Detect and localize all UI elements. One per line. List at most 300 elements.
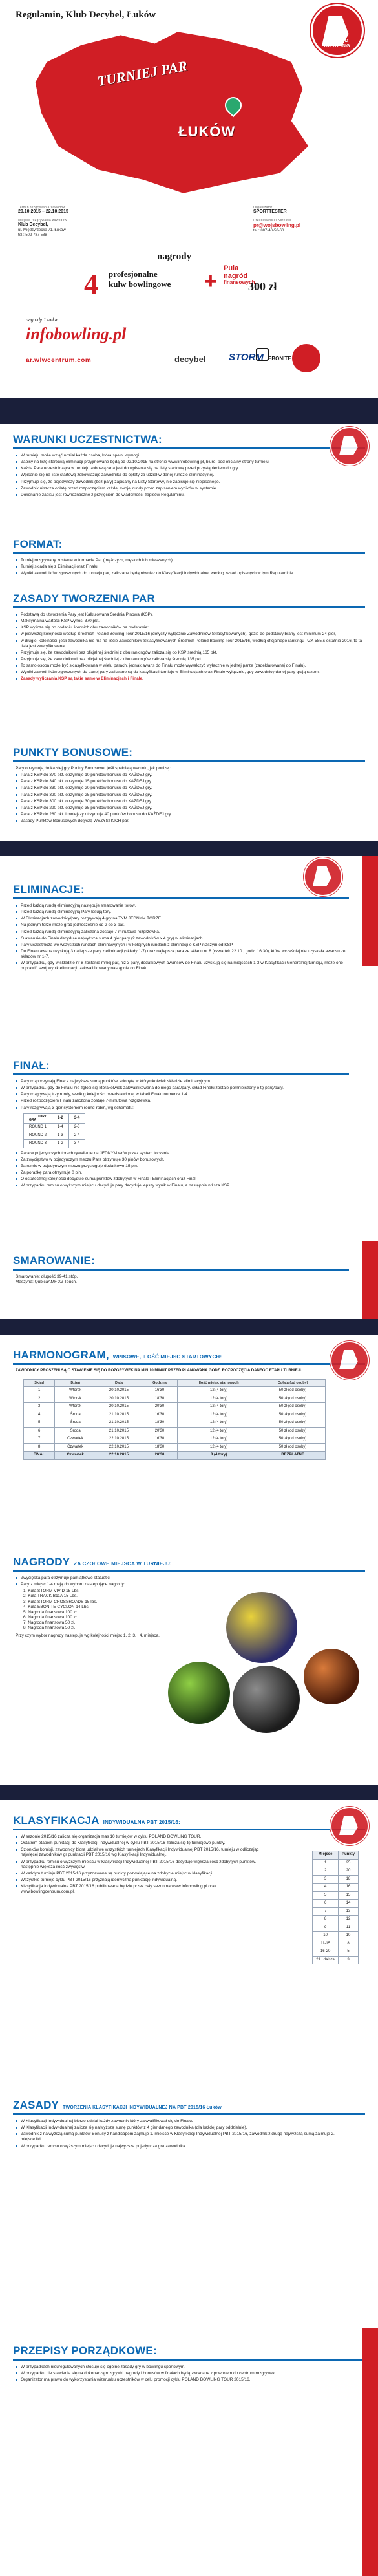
map-title: TURNIEJ PAR	[96, 57, 189, 90]
prize-item: 6. Nagroda finansowa 100 zł.	[23, 1615, 78, 1620]
list-item: W turnieju może wziąć udział każda osoba, która spełni wymogi.	[16, 453, 362, 458]
table-row-final	[24, 1452, 326, 1460]
list-item: Przed każdą rundą eliminacyjną zaliczana zostaje 7-minutowa rozgrzewka.	[16, 930, 346, 935]
table-cell: 50 zł (od osoby)	[260, 1427, 326, 1435]
final-list	[16, 1079, 346, 1111]
section-divider	[13, 760, 365, 762]
zasady-title: ZASADY TWORZENIA PAR	[13, 592, 155, 605]
table-header: Data	[96, 1379, 142, 1387]
list-item: w drugiej kolejności, jeśli zawodnika nie ma na liście Zawodników Sklasyfikowanych Średnich Poland Bowling Tour 2015/16, według oficjalnego rankingu PZK 585.s ostatnia 2016, to ta lista jest zweryfikowana.	[16, 639, 362, 649]
list-item: W przypadku remisu o wyższym miejscu w Klasyfikacji Indywidualnej PBT 2015/16 decyduje większa ilość zdobytych punktów, następnie większa ilość zwycięstw.	[16, 1860, 268, 1870]
pula-line-3: finansowych	[224, 279, 255, 286]
table-cell: 18'30	[142, 1419, 178, 1428]
table-cell: 20.10.2015	[96, 1387, 142, 1395]
table-cell: 7	[313, 1907, 339, 1916]
section-zasady	[0, 588, 378, 683]
table-cell: ROUND 3	[24, 1140, 52, 1148]
table-cell: 20'30	[142, 1403, 178, 1411]
table-cell: 14	[338, 1900, 358, 1908]
list-item: W Klasyfikacji Indywidualnej bierze udział każdy zawodnik który zakwalifikował się do Finału.	[16, 2119, 346, 2124]
table-cell: 4	[313, 1884, 339, 1892]
list-item: Na jednym torze może grać jednocześnie od 2 do 3 par.	[16, 923, 346, 928]
table-row	[313, 1859, 359, 1867]
table-cell: 50 zł (od osoby)	[260, 1435, 326, 1444]
table-header: Ilość miejsc startowych	[178, 1379, 260, 1387]
section-eliminacje	[0, 863, 362, 972]
list-item: W każdym turnieju PBT 2015/16 przyznawane są punkty pozwalające na zdobycie miejsc w klasyfikacji.	[16, 1871, 268, 1876]
list-item: Wpisanie się na listę startową zobowiązuje zawodnika do opłaty za udział w danej rundzie eliminacyjnej.	[16, 473, 362, 478]
table-cell: Wtorek	[55, 1395, 96, 1403]
table-cell: 16'30	[142, 1411, 178, 1419]
table-cell: Czwartek	[55, 1443, 96, 1452]
side-strip	[362, 856, 378, 966]
warunki-list	[16, 453, 362, 498]
section-harmonogram	[0, 1345, 378, 1460]
side-strip	[362, 1241, 378, 1319]
logo-text: POLAND BOWLING	[324, 38, 351, 49]
prize-item: 7. Nagroda finansowa 50 zł.	[23, 1620, 76, 1625]
table-row	[24, 1387, 326, 1395]
place-label: Miejsce rozgrywania zawodów	[18, 219, 67, 222]
list-item: W przypadku, gdy do Finału nie zgłosi się którakolwiek zakwalifikowana do niego para/pary, skład Finału zostaje pomniejszony o tę parę/pary.	[16, 1086, 346, 1091]
table-row	[313, 1875, 359, 1884]
pula-line-1: Pula	[224, 264, 239, 272]
zasady-list	[16, 612, 362, 682]
map-city: ŁUKÓW	[178, 123, 236, 140]
section-smarowanie	[0, 1250, 362, 1285]
phone: tel.: 502 787 588	[18, 233, 47, 237]
list-item: Do Finału awans uzyskują 3 najlepsze pary z eliminacji (składy 1-7) oraz najlepsza para ze składu nr 8 (czwartek 22.10., godz. 16:30), która wcześniej nie uzyskała awansu ze składów nr 1-7.	[16, 949, 346, 960]
table-cell: 50 zł (od osoby)	[260, 1395, 326, 1403]
table-header: Punkty	[338, 1851, 358, 1860]
media-tag: nagrody 1 ratka	[26, 318, 58, 323]
list-item: Dokonanie zapisu jest równoznaczne z przyjęciem do wiadomości zapisów Regulaminu.	[16, 493, 362, 498]
list-item: W przypadkach nieuregulowanych stosuje się ogólne zasady gry w bowlingu sportowym.	[16, 2365, 346, 2370]
prize-item: 3. Kula STORM CROSSROADS 15 lbs.	[23, 1599, 98, 1604]
table-cell: 16	[338, 1884, 358, 1892]
section-divider	[13, 2113, 365, 2115]
table-cell: Środa	[55, 1411, 96, 1419]
table-cell: 12 (4 tory)	[178, 1427, 260, 1435]
warunki-title: WARUNKI UCZESTNICTWA:	[13, 433, 162, 445]
table-cell: 5	[24, 1419, 55, 1428]
list-item: Para z KSP do 300 pkt. otrzymuje 30 punktów bonusu do KAŻDEJ gry.	[16, 799, 362, 804]
table-row	[24, 1435, 326, 1444]
list-item: Przed rozpoczęciem Finału zaliczona zostaje 7-minutowa rozgrzewka.	[16, 1099, 346, 1104]
list-item: W przypadku nie stawienia się na dokonaczą rozgrywki nagrody i bonusów w finałach będą zwracane z powrotem do centrum rozgrywek.	[16, 2371, 346, 2376]
table-row	[313, 1900, 359, 1908]
list-item: Para z KSP do 290 pkt. otrzymuje 35 punktów bonusu do KAŻDEJ gry.	[16, 806, 362, 811]
side-strip	[362, 2328, 378, 2576]
table-cell: 2-4	[68, 1132, 85, 1140]
prize-item: 8. Nagroda finansowa 50 zł.	[23, 1626, 76, 1631]
list-item: Maksymalna wartość KSP wynosi 370 pkt.	[16, 619, 362, 624]
event-info-left	[18, 206, 128, 241]
table-cell: 8	[338, 1940, 358, 1948]
klasyfikacja-list	[16, 1834, 268, 1894]
final-list-2	[16, 1151, 346, 1189]
list-item: Za porażkę para otrzymuje 0 pin.	[16, 1170, 346, 1175]
list-item: Zawodnik z najwyższą sumą punktów Bonusy z handicapem zajmuje 1. miejsce w Klasyfikacji Indywidualnej PBT 2015/16, zawodnik z drugą najwyższą sumą zajmuje 2. miejsce itd.	[16, 2132, 346, 2142]
section-divider	[13, 1073, 349, 1075]
list-item: Pary rozgrywają 3 gier systemem round-robin, wg schematu:	[16, 1106, 346, 1111]
table-cell: ROUND 2	[24, 1132, 52, 1140]
list-item: To samo osoba może być sklasyfikowana w wielu parach, jednak awans do Finału może wywalczyć wyłącznie w jednej parze (zadeklarowanej do Finału).	[16, 663, 362, 669]
decybel-logo: decybel	[174, 354, 206, 364]
bowling-ball-icon	[292, 344, 320, 372]
list-item: O awansie do Finału decyduje najwyższa suma 4 gier pary (2 zawodników x 4 gry) w eliminacjach.	[16, 936, 346, 941]
list-item: Klasyfikacja Indywidualna PBT 2015/16 publikowana będzie przez cały sezon na www.infobowling.pl oraz www.bowlingcentrum.com.pl.	[16, 1884, 268, 1894]
table-cell: 1	[313, 1859, 339, 1867]
table-row	[313, 1948, 359, 1957]
table-cell: Wtorek	[55, 1387, 96, 1395]
list-item: Pary rozgrywają trzy rundy, według kolejności przedstawionej w tabeli Finału numerze 1-4.	[16, 1092, 346, 1097]
pula-line-2: nagród	[224, 272, 248, 280]
table-cell: 21 i dalsze	[313, 1956, 339, 1964]
divider-band	[0, 1785, 378, 1800]
section-logo-icon	[330, 1341, 369, 1380]
table-cell: 2	[24, 1395, 55, 1403]
eliminacje-list	[16, 903, 346, 971]
section-divider	[13, 1363, 365, 1365]
table-cell: 20.10.2015	[96, 1403, 142, 1411]
term-label: Termin rozgrywania zawodów	[18, 206, 66, 209]
list-item: Pary z miejsc 1-4 mają do wyboru następujące nagrody:	[16, 1582, 164, 1587]
table-row	[313, 1867, 359, 1876]
section-klasyfikacja	[0, 1810, 378, 2088]
table-row	[313, 1884, 359, 1892]
section-divider	[13, 1570, 365, 1572]
list-item: W przypadku remisu o wyższym miejscu decyduje najwyższa pojedyncza gra zawodnika.	[16, 2144, 346, 2149]
contact-email[interactable]: pr@wojsbowling.pl	[253, 222, 301, 229]
prize-order: Przy czym wybór nagrody następuje wg kolejności miejsc 1, 2, 3, i 4. miejsca.	[16, 1633, 160, 1638]
table-cell: 2	[313, 1867, 339, 1876]
harmonogram-title: HARMONOGRAM,	[13, 1349, 109, 1361]
table-cell: 5	[338, 1948, 358, 1957]
infobowling-logo[interactable]	[26, 318, 162, 348]
schedule-table	[23, 1379, 326, 1460]
table-row	[313, 1940, 359, 1948]
list-item: O ostatecznej kolejności decyduje suma punktów zdobytych w Finale i Eliminacjach oraz Final.	[16, 1177, 346, 1182]
table-cell: 8 (4 tory)	[178, 1452, 260, 1460]
list-item: Para z KSP do 330 pkt. otrzymuje 20 punktów bonusu do KAŻDEJ gry.	[16, 786, 362, 791]
organizer-label: Organizator	[253, 206, 273, 209]
table-cell: 20	[338, 1867, 358, 1876]
address: ul. Międzyrzecka 71, Łuków	[18, 228, 66, 232]
list-item: Zapisy na listę startową eliminacji przyjmowane będą od 02.10.2015 na stronie www.infobowling.pl, biuro, pod oficjalny strony turnieju.	[16, 460, 362, 465]
format-title: FORMAT:	[13, 538, 63, 550]
awards-count-label	[109, 269, 171, 289]
table-cell: Czwartek	[55, 1452, 96, 1460]
section-punkty	[0, 742, 378, 825]
list-item: Każda Para uczestnicząca w turnieju zobowiązana jest do wpisania się na listę startową przed przystąpieniem do gry.	[16, 466, 362, 471]
punkty-list	[16, 773, 362, 824]
table-cell: 21.10.2015	[96, 1427, 142, 1435]
contact-label: Przedstawiciel Korektor	[253, 219, 292, 222]
table-header: Miejsce	[313, 1851, 339, 1860]
table-cell: 50 zł (od osoby)	[260, 1411, 326, 1419]
organizer-value: SPORTTESTER	[253, 209, 287, 215]
section-logo-icon	[304, 857, 342, 896]
table-row	[24, 1443, 326, 1452]
table-cell: 6	[24, 1427, 55, 1435]
table-header: Opłata (od osoby)	[260, 1379, 326, 1387]
awards-count: 4	[84, 268, 98, 300]
cube-icon	[256, 348, 269, 361]
table-cell: 20'30	[142, 1452, 178, 1460]
hero	[0, 0, 378, 422]
table-cell: 16-20	[313, 1948, 339, 1957]
infobowling-text: infobowling.pl	[26, 324, 127, 343]
table-cell: 12 (4 tory)	[178, 1403, 260, 1411]
list-item: Przyjmuje się, że zawodnikowi bez oficjalnej średniej z obu rankingów zalicza się średnią 135 pkt.	[16, 657, 362, 662]
table-header: Dzień	[55, 1379, 96, 1387]
table-cell: 2-3	[68, 1124, 85, 1132]
table-cell: ROUND 1	[24, 1124, 52, 1132]
prize-item: 5. Nagroda finansowa 100 zł.	[23, 1609, 78, 1615]
poland-map	[30, 28, 314, 197]
table-cell: 21.10.2015	[96, 1411, 142, 1419]
zasady-klas-subtitle: TWORZENIA KLASYFIKACJI INDYWIDUALNEJ NA PBT 2015/16 Łuków	[63, 2105, 222, 2110]
table-row	[24, 1419, 326, 1428]
awards-plus: +	[204, 269, 217, 294]
table-cell: 18	[338, 1875, 358, 1884]
format-list	[16, 558, 362, 576]
table-corner	[24, 1113, 52, 1124]
divider-band	[0, 398, 378, 424]
table-cell: 11	[338, 1924, 358, 1932]
table-header: Skład	[24, 1379, 55, 1387]
list-item: Przed każdą rundą eliminacyjną Pary losują tory.	[16, 910, 346, 915]
table-cell: 10	[313, 1932, 339, 1940]
list-item: Członków komisji, zawodnicy biorą udział we wszystkich turniejach Klasyfikacji Indywidualnej PBT 2015/16, turnieju w odliczając najwięcej zawodników gr punktacji PBT 2015/16 wg Klasyfikacji Indywidualnej.	[16, 1847, 268, 1858]
table-cell: 3	[24, 1403, 55, 1411]
table-row	[313, 1907, 359, 1916]
table-cell: 13	[338, 1907, 358, 1916]
table-cell: 3-4	[68, 1140, 85, 1148]
table-cell: 1-4	[52, 1124, 69, 1132]
table-cell: 6	[313, 1900, 339, 1908]
punkty-intro: Pary otrzymują do każdej gry Punkty Bonusowe, jeśli spełniają warunki, jak poniżej:	[16, 766, 171, 771]
table-row	[24, 1395, 326, 1403]
list-item: Para z KSP do 340 pkt. otrzymuje 15 punktów bonusu do KAŻDEJ gry.	[16, 779, 362, 784]
table-cell: 4	[24, 1411, 55, 1419]
section-divider	[13, 552, 365, 554]
table-cell: 5	[313, 1891, 339, 1900]
bowling-ball-cyclon	[304, 1649, 359, 1704]
table-cell: 10	[338, 1932, 358, 1940]
table-cell: 12	[338, 1916, 358, 1924]
final-title: FINAŁ:	[13, 1059, 50, 1071]
section-divider	[13, 2359, 365, 2361]
table-cell: BEZPŁATNE	[260, 1452, 326, 1460]
smarowanie-title: SMAROWANIE:	[13, 1254, 95, 1267]
ebonite-logo: EBONITE	[268, 356, 291, 361]
list-item: Podstawą do utworzenia Pary jest Kalkulowana Średnia Pinowa (KSP).	[16, 612, 362, 617]
smarowanie-machine: Maszyna: QubicaAMF XZ Touch.	[16, 1280, 77, 1285]
list-item: Para z KSP do 370 pkt. otrzymuje 10 punktów bonusu do KAŻDEJ gry.	[16, 773, 362, 778]
nagrody-title: NAGRODY	[13, 1556, 70, 1568]
awards-label-2: kulw bowlingowe	[109, 279, 171, 289]
section-format	[0, 534, 378, 577]
corner-bottom: GRA	[29, 1117, 37, 1122]
table-cell: 20'30	[142, 1427, 178, 1435]
bowling-ball-vivid	[168, 1662, 230, 1724]
eliminacje-title: ELIMINACJE:	[13, 883, 85, 896]
list-item: Przyjmuje się, że pojedynczy zawodnik (bez pary) zapisany na Listy Startowy, nie zapisuje się niepisanego.	[16, 480, 362, 485]
nagrody-subtitle: ZA CZOŁOWE MIEJSCA W TURNIEJU:	[74, 1561, 172, 1567]
table-cell: 50 zł (od osoby)	[260, 1403, 326, 1411]
list-item: Przyjmuje się, że zawodnikowi bez oficjalnej średniej z obu rankingów zalicza się do KSP średnią 165 pkt.	[16, 650, 362, 656]
table-cell: 12 (4 tory)	[178, 1387, 260, 1395]
corner-top: TORY	[37, 1114, 47, 1119]
section-divider	[13, 1269, 349, 1271]
table-row	[24, 1403, 326, 1411]
list-item: Ostatnim etapem punktacji do Klasyfikacji Indywidualnej w cyklu PBT 2015/16 zalicza się tę turniejowe punkty.	[16, 1841, 268, 1846]
list-item: Przed każdą rundą eliminacyjną następuje smarowanie torów.	[16, 903, 346, 908]
prize-item: 4. Kula EBONITE CYCLON 14 Lbs.	[23, 1604, 90, 1609]
table-cell: 21.10.2015	[96, 1419, 142, 1428]
place-value: Klub Decybel,	[18, 222, 48, 228]
table-row	[313, 1956, 359, 1964]
bowling-ball-b11a	[233, 1666, 300, 1733]
table-cell: 12 (4 tory)	[178, 1435, 260, 1444]
przepisy-list	[16, 2365, 346, 2383]
table-cell: 18'30	[142, 1395, 178, 1403]
list-item: Organizator ma prawo do wykorzystania wizerunku uczestników w celu promocji cyklu POLAND BOWLING TOUR 2015/16.	[16, 2377, 346, 2383]
table-cell: 1-3	[52, 1132, 69, 1140]
list-item: Turniej rozgrywany zostanie w formacie Par (mężczyzn, męskich lub mieszanych).	[16, 558, 362, 563]
table-header: Godzina	[142, 1379, 178, 1387]
table-cell: 16'30	[142, 1435, 178, 1444]
table-cell: 11-15	[313, 1940, 339, 1948]
section-nagrody	[0, 1552, 378, 1765]
harmonogram-subtitle: WPISOWE, ILOŚĆ MIEJSC STARTOWYCH:	[112, 1354, 222, 1360]
section-przepisy	[0, 2341, 378, 2384]
table-cell: 16'30	[142, 1387, 178, 1395]
table-cell: Wtorek	[55, 1403, 96, 1411]
table-cell: Środa	[55, 1427, 96, 1435]
table-row	[24, 1427, 326, 1435]
list-item: Wyniki zawodników zgłoszonych do turnieju par, zaliczane będą również do Klasyfikacji Indywidualnej według zasad opisanych w tym Regulaminie.	[16, 571, 362, 576]
section-divider	[13, 1829, 365, 1830]
table-cell: Środa	[55, 1419, 96, 1428]
list-item: Wszystkie turnieje cyklu PBT 2015/16 przyznają identyczną punktację indywidualną.	[16, 1878, 268, 1883]
bowling-ball-crossroads	[226, 1592, 297, 1663]
section-zasady-klasyfikacji	[0, 2095, 378, 2151]
table-cell: 3	[313, 1875, 339, 1884]
table-row	[313, 1924, 359, 1932]
table-row	[313, 1916, 359, 1924]
list-item: Para z KSP do 280 pkt. i mniejszy otrzymuje 40 punktów bonusu do KAŻDEJ gry.	[16, 812, 362, 817]
awards-amount: 300 zł	[248, 280, 277, 293]
term-value: 20.10.2015 – 22.10.2015	[18, 209, 68, 215]
table-cell: 22.10.2015	[96, 1443, 142, 1452]
list-item: Zwycięska para otrzymuje pamiątkowe statuetki.	[16, 1576, 164, 1581]
nagrody-list	[16, 1576, 164, 1587]
table-cell: 12 (4 tory)	[178, 1411, 260, 1419]
section-warunki	[0, 429, 378, 499]
table-cell: 8	[313, 1916, 339, 1924]
table-cell: 12 (4 tory)	[178, 1443, 260, 1452]
table-cell: 12 (4 tory)	[178, 1419, 260, 1428]
list-item: Pary uczestniczą we wszystkich rundach eliminacyjnych i w kolejnych rundach z eliminacji o KSP niższym od KSP.	[16, 943, 346, 948]
section-divider	[13, 606, 365, 608]
table-cell: 18'30	[142, 1443, 178, 1452]
table-cell: 22.10.2015	[96, 1452, 142, 1460]
list-item: W Eliminacjach zawodnicy/pary rozgrywają 4 gry na TYM JEDNYM TORZE.	[16, 916, 346, 921]
list-item: Zasady wyliczania KSP są takie same w Eliminacjach i Finale.	[16, 676, 362, 682]
table-cell: 12 (4 tory)	[178, 1395, 260, 1403]
divider-band	[0, 1319, 378, 1335]
prize-item: 1. Kula STORM VIVID 15 Lbs	[23, 1589, 79, 1594]
punkty-title: PUNKTY BONUSOWE:	[13, 746, 133, 758]
list-item: Pary rozpoczynają Finał z najwyższą sumą punktów, zdobytą w którymkolwiek składzie eliminacyjnym.	[16, 1079, 346, 1084]
list-item: Za zwycięstwo w pojedynczym meczu Para otrzymuje 30 pinów bonusowych.	[16, 1157, 346, 1163]
awards-title: nagrody	[157, 252, 192, 262]
section-final	[0, 1055, 362, 1190]
table-cell: 50 zł (od osoby)	[260, 1443, 326, 1452]
points-table	[312, 1851, 359, 1964]
sponsors	[26, 318, 355, 389]
table-cell: 22.10.2015	[96, 1435, 142, 1444]
list-item: Za remis w pojedynczym meczu przysługuje dodatkowo 15 pin.	[16, 1164, 346, 1169]
list-item: W Klasyfikacji Indywidualnej zalicza się najwyższą sumę punktów z 4 gier danego zawodnika (dla każdej pary oddzielnie).	[16, 2125, 346, 2131]
section-logo-icon	[330, 1807, 369, 1845]
table-cell: 50 zł (od osoby)	[260, 1419, 326, 1428]
table-cell: 25	[338, 1859, 358, 1867]
table-row	[24, 1124, 85, 1132]
list-item: Para z KSP do 320 pkt. otrzymuje 25 punktów bonusu do KAŻDEJ gry.	[16, 793, 362, 798]
table-cell: 8	[24, 1443, 55, 1452]
table-cell: 9	[313, 1924, 339, 1932]
table-cell: 15	[338, 1891, 358, 1900]
list-item: Para w pojedynczych torach rywalizuje na JEDNYM wr/w przez system toczenia.	[16, 1151, 346, 1156]
sponsor-url[interactable]: ar.wlwcentrum.com	[26, 357, 92, 364]
list-item: w pierwszej kolejności według Średnich Poland Bowling Tour 2015/16 (dotyczy wyłącznie Zawodników Sklasyfikowanych), gdzie do podstawy brany jest minimum 24 gier,	[16, 632, 362, 637]
list-item: Turniej składa się z Eliminacji oraz Finału.	[16, 564, 362, 570]
section-divider	[13, 897, 349, 899]
prize-list	[16, 1589, 164, 1631]
table-cell: 1	[24, 1387, 55, 1395]
zasady-klas-list	[16, 2119, 346, 2149]
contact-phone: tel.: 887-40-50-60	[253, 229, 284, 233]
table-cell: 7	[24, 1435, 55, 1444]
table-cell: 1-2	[52, 1140, 69, 1148]
table-row	[24, 1140, 85, 1148]
list-item: Wyniki zawodników zgłoszonych do danej pary zaliczane są do klasyfikacji turnieju w Eliminacjach oraz Finale wyłącznie, gdy zawodnicy danej pary grają razem.	[16, 670, 362, 675]
table-cell: FINAŁ	[24, 1452, 55, 1460]
prize-item: 2. Kula TRACK B11A 15 Lbs.	[23, 1594, 78, 1599]
harmonogram-note: ZAWODNICY PROSZENI SĄ O STAWIENIE SIĘ DO ROZGRYWEK NA MIN 10 MINUT PRZED PLANOWANĄ GODZ. ROZPOCZĘCIA DANEGO ETAPU TURNIEJU.	[16, 1369, 304, 1373]
table-header: 3-4	[68, 1113, 85, 1124]
list-item: Zasady Punktów Bonusowych dotyczą WSZYSTKICH par.	[16, 819, 362, 824]
poland-bowling-logo	[311, 4, 364, 57]
table-row	[24, 1411, 326, 1419]
list-item: W sezonie 2015/16 zalicza się organizacja mas 10 turniejów w cyklu POLAND BOWLING TOUR.	[16, 1834, 268, 1840]
section-divider	[13, 447, 365, 449]
table-row	[313, 1932, 359, 1940]
list-item: KSP wylicza się po dodaniu średnich obu zawodników na podstawie:	[16, 625, 362, 630]
klasyfikacja-title: KLASYFIKACJA	[13, 1814, 100, 1827]
table-cell: 50 zł (od osoby)	[260, 1387, 326, 1395]
klasyfikacja-subtitle: INDYWIDUALNA PBT 2015/16:	[103, 1819, 181, 1825]
zasady-klas-title: ZASADY	[13, 2099, 59, 2111]
table-row	[313, 1891, 359, 1900]
table-cell: Czwartek	[55, 1435, 96, 1444]
przepisy-title: PRZEPISY PORZĄDKOWE:	[13, 2345, 157, 2357]
awards-label-1: profesjonalne	[109, 269, 158, 279]
